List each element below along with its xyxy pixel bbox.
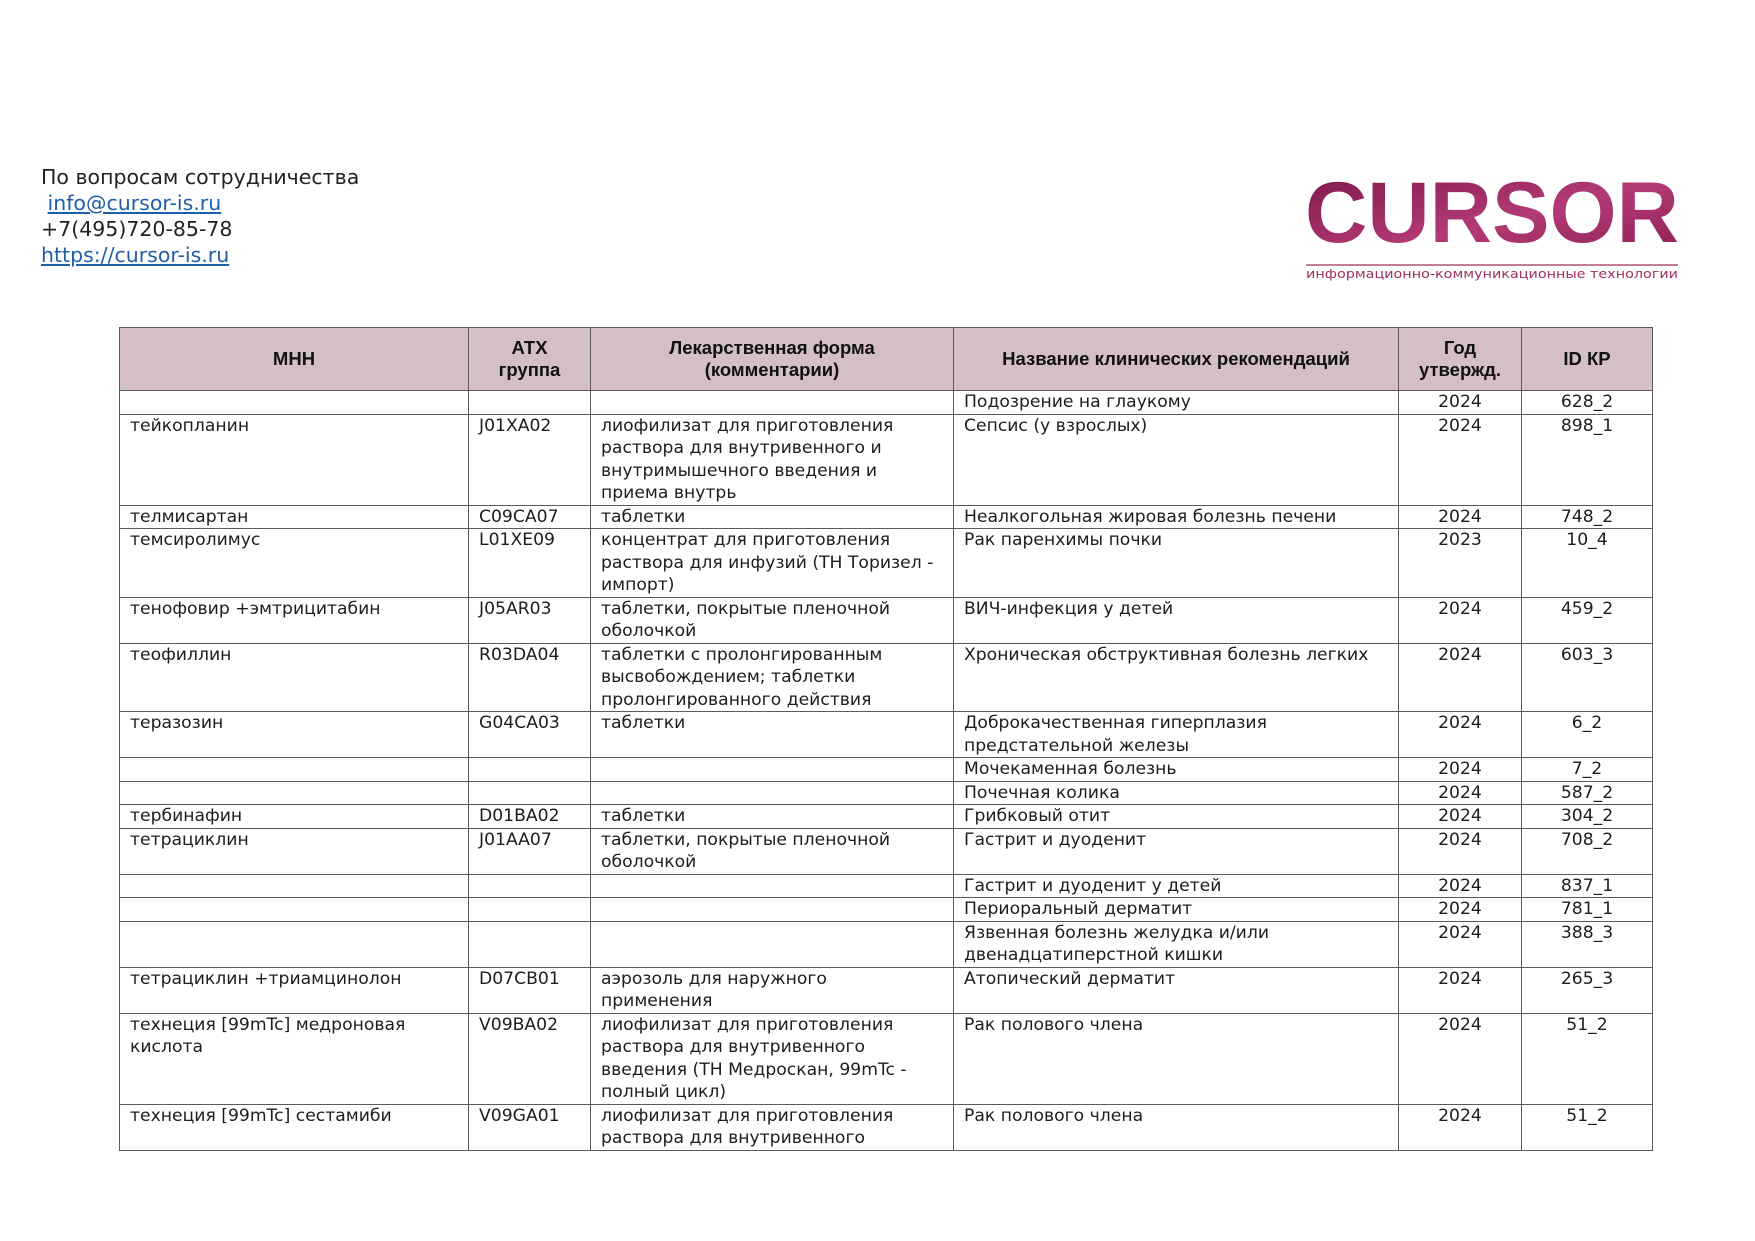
cell-mnn: технеция [99mTc] медроновая кислота (120, 1013, 469, 1104)
cell-atc: J01XA02 (469, 414, 591, 505)
cell-id: 748_2 (1522, 505, 1653, 529)
contact-phone: +7(495)720-85-78 (41, 217, 233, 241)
cell-dosage-form (591, 781, 954, 805)
cell-atc: D07CB01 (469, 967, 591, 1013)
contact-site-link[interactable]: https://cursor-is.ru (41, 243, 230, 267)
cell-dosage-form: лиофилизат для приготовления раствора для внутривенного введения (ТН Медроскан, 99mTc - полный цикл) (591, 1013, 954, 1104)
cell-id: 10_4 (1522, 529, 1653, 598)
cell-mnn: тетрациклин (120, 828, 469, 874)
cell-recommendation: Хроническая обструктивная болезнь легких (954, 643, 1399, 712)
cell-atc: V09BA02 (469, 1013, 591, 1104)
cell-recommendation: Гастрит и дуоденит у детей (954, 874, 1399, 898)
table-row (120, 643, 1653, 712)
cell-year: 2024 (1399, 414, 1522, 505)
cell-atc (469, 758, 591, 782)
table-row (120, 921, 1653, 967)
cell-id: 837_1 (1522, 874, 1653, 898)
cell-recommendation: Неалкогольная жировая болезнь печени (954, 505, 1399, 529)
cell-mnn: тейкопланин (120, 414, 469, 505)
cell-dosage-form: лиофилизат для приготовления раствора для внутривенного и внутримышечного введения и приема внутрь (591, 414, 954, 505)
cell-id: 304_2 (1522, 805, 1653, 829)
cell-recommendation: Рак полового члена (954, 1013, 1399, 1104)
cell-atc: C09CA07 (469, 505, 591, 529)
cell-id: 265_3 (1522, 967, 1653, 1013)
cell-mnn (120, 898, 469, 922)
cell-mnn (120, 781, 469, 805)
cell-year: 2024 (1399, 967, 1522, 1013)
cell-atc: L01XE09 (469, 529, 591, 598)
cell-recommendation: ВИЧ-инфекция у детей (954, 597, 1399, 643)
cell-id: 6_2 (1522, 712, 1653, 758)
cell-atc (469, 781, 591, 805)
col-header-mnn: МНН (120, 328, 469, 391)
contact-cooperation-text: По вопросам сотрудничества (41, 165, 360, 189)
cell-year: 2024 (1399, 874, 1522, 898)
cell-id: 7_2 (1522, 758, 1653, 782)
cell-atc: J01AA07 (469, 828, 591, 874)
table-row (120, 781, 1653, 805)
cell-recommendation: Сепсис (у взрослых) (954, 414, 1399, 505)
cell-atc: G04CA03 (469, 712, 591, 758)
cell-dosage-form (591, 921, 954, 967)
table-row (120, 597, 1653, 643)
cell-atc: R03DA04 (469, 643, 591, 712)
cell-recommendation: Периоральный дерматит (954, 898, 1399, 922)
cell-id: 708_2 (1522, 828, 1653, 874)
cell-dosage-form (591, 874, 954, 898)
cell-dosage-form: таблетки (591, 805, 954, 829)
cell-year: 2024 (1399, 898, 1522, 922)
table-header-row (120, 328, 1653, 391)
cell-mnn: тербинафин (120, 805, 469, 829)
cell-atc: D01BA02 (469, 805, 591, 829)
cell-atc (469, 898, 591, 922)
col-header-dosage-form: Лекарственная форма (комментарии) (591, 328, 954, 391)
col-header-year: Год утвержд. (1399, 328, 1522, 391)
col-header-id: ID КР (1522, 328, 1653, 391)
cell-atc: J05AR03 (469, 597, 591, 643)
cell-dosage-form: таблетки (591, 505, 954, 529)
cell-mnn: теофиллин (120, 643, 469, 712)
cell-dosage-form: таблетки, покрытые пленочной оболочкой (591, 597, 954, 643)
cell-year: 2024 (1399, 1013, 1522, 1104)
table-row (120, 391, 1653, 415)
table-row (120, 967, 1653, 1013)
cell-year: 2024 (1399, 712, 1522, 758)
cell-id: 628_2 (1522, 391, 1653, 415)
cell-mnn (120, 874, 469, 898)
table-row (120, 1013, 1653, 1104)
cell-dosage-form (591, 391, 954, 415)
table-row (120, 414, 1653, 505)
logo-tagline: информационно-коммуникационные технологии (1306, 266, 1678, 281)
cell-year: 2024 (1399, 643, 1522, 712)
cell-dosage-form: аэрозоль для наружного применения (591, 967, 954, 1013)
cell-year: 2024 (1399, 505, 1522, 529)
cell-year: 2024 (1399, 1104, 1522, 1150)
cell-year: 2024 (1399, 828, 1522, 874)
clinical-recommendations-table (119, 327, 1653, 1151)
table-row (120, 529, 1653, 598)
cell-dosage-form: таблетки, покрытые пленочной оболочкой (591, 828, 954, 874)
cell-mnn: тенофовир +эмтрицитабин (120, 597, 469, 643)
cell-mnn (120, 921, 469, 967)
cell-recommendation: Доброкачественная гиперплазия предстательной железы (954, 712, 1399, 758)
table-row (120, 712, 1653, 758)
col-header-recommendation: Название клинических рекомендаций (954, 328, 1399, 391)
cell-id: 587_2 (1522, 781, 1653, 805)
cell-year: 2024 (1399, 597, 1522, 643)
cell-id: 388_3 (1522, 921, 1653, 967)
cell-dosage-form: таблетки (591, 712, 954, 758)
cell-mnn: теразозин (120, 712, 469, 758)
cell-dosage-form: лиофилизат для приготовления раствора для внутривенного (591, 1104, 954, 1150)
cell-year: 2024 (1399, 758, 1522, 782)
cell-id: 898_1 (1522, 414, 1653, 505)
cell-recommendation: Язвенная болезнь желудка и/или двенадцатиперстной кишки (954, 921, 1399, 967)
cell-id: 603_3 (1522, 643, 1653, 712)
cell-id: 51_2 (1522, 1013, 1653, 1104)
cell-dosage-form: концентрат для приготовления раствора для инфузий (ТН Торизел - импорт) (591, 529, 954, 598)
table-row (120, 874, 1653, 898)
table-row (120, 1104, 1653, 1150)
cell-mnn: темсиролимус (120, 529, 469, 598)
cell-id: 781_1 (1522, 898, 1653, 922)
cell-atc (469, 391, 591, 415)
cell-dosage-form (591, 898, 954, 922)
cell-recommendation: Рак полового члена (954, 1104, 1399, 1150)
cell-year: 2024 (1399, 781, 1522, 805)
cell-id: 459_2 (1522, 597, 1653, 643)
cell-mnn (120, 391, 469, 415)
contact-block (41, 164, 359, 268)
cell-recommendation: Атопический дерматит (954, 967, 1399, 1013)
cell-dosage-form (591, 758, 954, 782)
cell-id: 51_2 (1522, 1104, 1653, 1150)
cell-atc: V09GA01 (469, 1104, 591, 1150)
cell-year: 2024 (1399, 805, 1522, 829)
cell-year: 2024 (1399, 921, 1522, 967)
cell-atc (469, 874, 591, 898)
cell-recommendation: Грибковый отит (954, 805, 1399, 829)
table-row (120, 805, 1653, 829)
table-row (120, 758, 1653, 782)
cell-atc (469, 921, 591, 967)
contact-email-link[interactable]: info@cursor-is.ru (47, 191, 222, 215)
table-row (120, 505, 1653, 529)
cell-mnn: телмисартан (120, 505, 469, 529)
table-row (120, 828, 1653, 874)
cell-dosage-form: таблетки с пролонгированным высвобождением; таблетки пролонгированного действия (591, 643, 954, 712)
cell-recommendation: Гастрит и дуоденит (954, 828, 1399, 874)
table-row (120, 898, 1653, 922)
cursor-logo (1305, 172, 1679, 284)
cell-year: 2023 (1399, 529, 1522, 598)
cell-recommendation: Рак паренхимы почки (954, 529, 1399, 598)
cell-recommendation: Подозрение на глаукому (954, 391, 1399, 415)
cell-mnn (120, 758, 469, 782)
cell-recommendation: Мочекаменная болезнь (954, 758, 1399, 782)
col-header-atc: АТХ группа (469, 328, 591, 391)
cell-mnn: технеция [99mTc] сестамиби (120, 1104, 469, 1150)
logo-wordmark: CURSOR (1305, 172, 1679, 261)
cell-recommendation: Почечная колика (954, 781, 1399, 805)
cell-year: 2024 (1399, 391, 1522, 415)
cell-mnn: тетрациклин +триамцинолон (120, 967, 469, 1013)
